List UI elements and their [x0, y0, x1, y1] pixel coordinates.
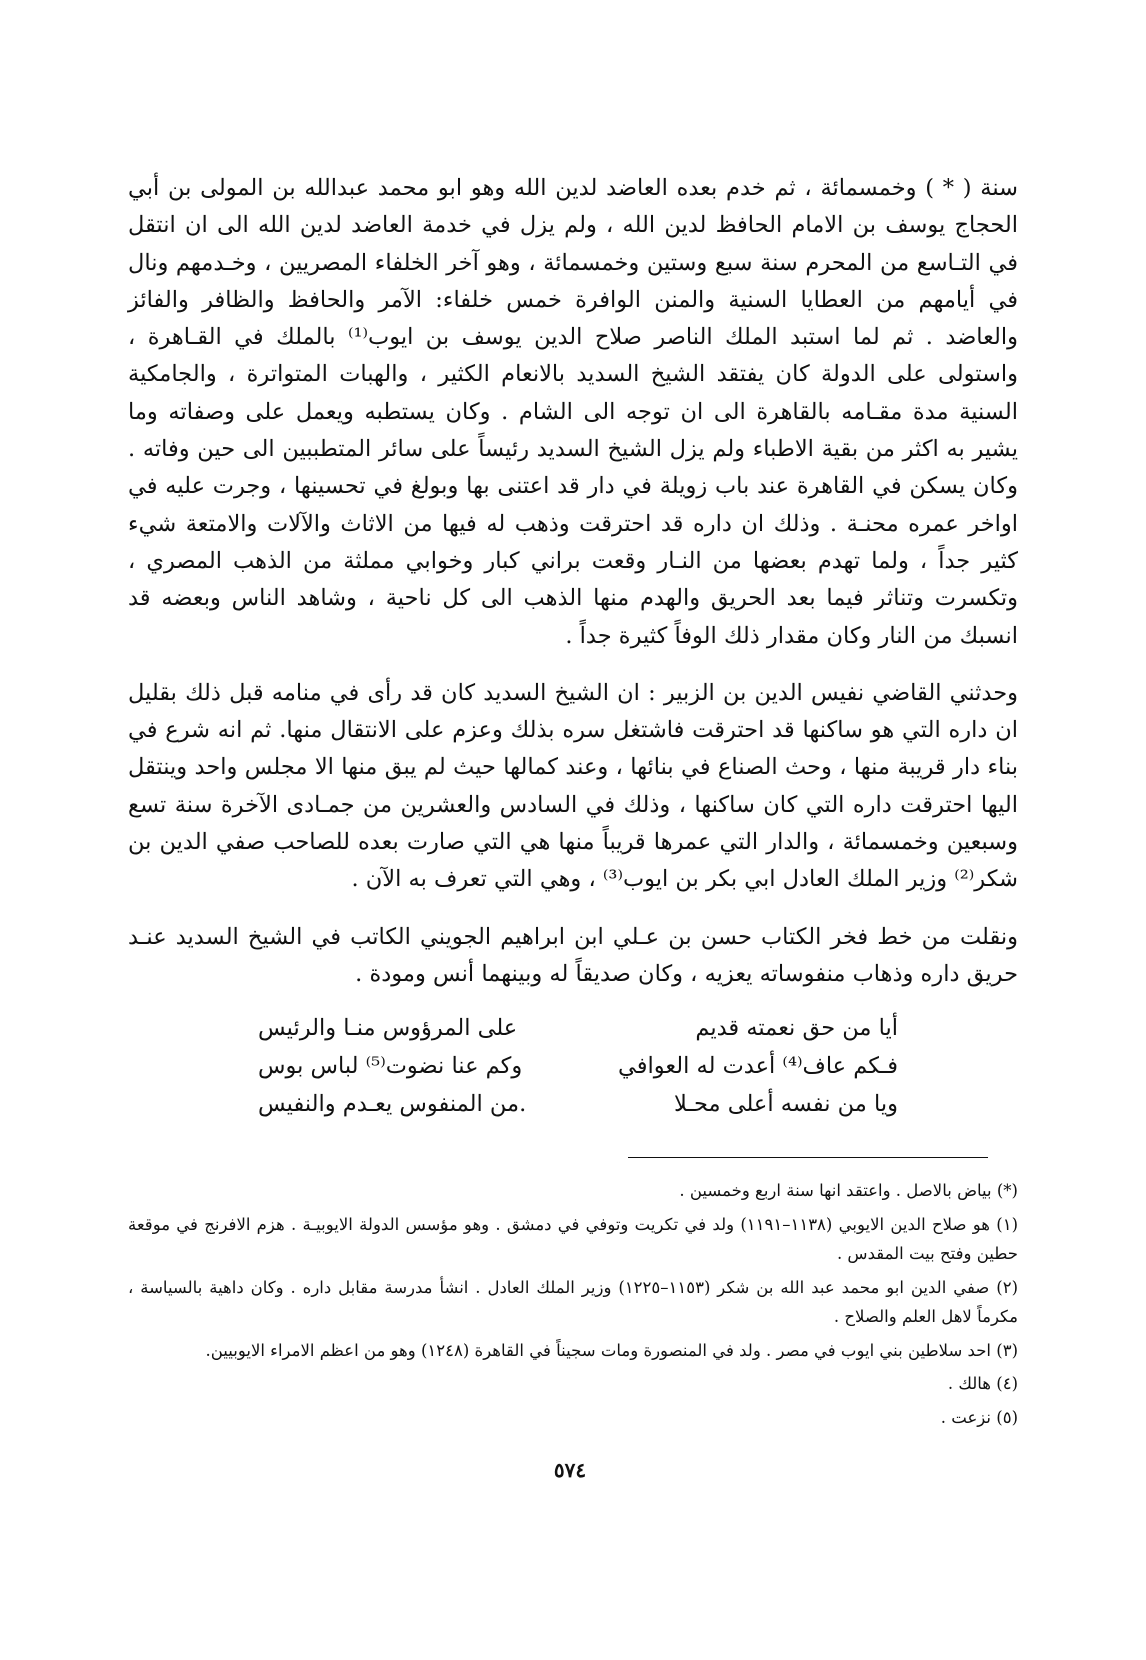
footnote: (١) هو صلاح الدين الايوبي (١١٣٨–١١٩١) ولد في تكريت وتوفي في دمشق . وهو مؤسس الدولة الايوبيـة . هزم الافرنج في موقعة حطين وفتح بيت المقدس .	[128, 1214, 1018, 1264]
poem-verse	[258, 1085, 898, 1123]
footnote: (٢) صفي الدين ابو محمد عبد الله بن شكر (١١٥٣–١٢٢٥) وزير الملك العادل . انشأ مدرسة مقابل داره . وكان داهية بالسياسة ، مكرماً لاهل العلم والصلاح .	[128, 1277, 1018, 1327]
verse-second-half: على المرؤوس منـا والرئيس	[258, 1015, 518, 1042]
footnotes	[128, 1176, 1018, 1432]
verse-first-half: ويا من نفسه أعلى محـلا	[673, 1091, 898, 1118]
paragraph-2: وحدثني القاضي نفيس الدين بن الزبير : ان الشيخ السديد كان قد رأى في منامه قبل ذلك بقليل ان داره التي هو ساكنها قد احترقت فاشتغل سره بذلك وعزم على الانتقال منها. ثم انه شرع في بناء دار قريبة منها ، وحث الصناع في بنائها ، وعند كمالها حيث لم يبق منها الا مجلس واحد وينتقل اليها احترقت داره التي كان ساكنها ، وذلك في السادس والعشرين من جمـادى الآخرة سنة تسع وسبعين وخمسمائة ، والدار التي عمرها قريباً منها هي التي صارت بعده للصاحب صفي الدين بن شكر⁽²⁾ وزير الملك العادل ابي بكر بن ايوب⁽³⁾ ، وهي التي تعرف به الآن .	[128, 679, 1018, 893]
verse-second-half: وكم عنا نضوت⁽⁵⁾ لباس بوس	[258, 1053, 523, 1080]
verse-second-half: .من المنفوس يعـدم والنفيس	[258, 1091, 527, 1118]
footnote-divider	[628, 1157, 988, 1158]
poem	[258, 1009, 898, 1123]
footnote: (٥) نزعت .	[940, 1407, 1018, 1427]
footnote: (٣) احد سلاطين بني ايوب في مصر . ولد في المنصورة ومات سجيناً في القاهرة (١٢٤٨) وهو من اعظم الامراء الايوبيين.	[205, 1340, 1018, 1360]
footnote: (*) بياض بالاصل . واعتقد انها سنة اربع وخمسين .	[679, 1181, 1018, 1201]
paragraph-3: ونقلت من خط فخر الكتاب حسن بن عـلي ابن ابراهيم الجويني الكاتب في الشيخ السديد عنـد حريق داره وذهاب منفوساته يعزيه ، وكان صديقاً له وبينهما أنس ومودة .	[128, 923, 1018, 987]
verse-first-half: أيا من حق نعمته قديم	[695, 1015, 898, 1042]
poem-verse	[258, 1047, 898, 1085]
page-number: ٥٧٤	[553, 1458, 587, 1482]
page-body	[128, 170, 1018, 1436]
verse-first-half: فـكم عاف⁽⁴⁾ أعدت له العوافي	[618, 1053, 898, 1080]
paragraph-1: سنة ( * ) وخمسمائة ، ثم خدم بعده العاضد لدين الله وهو ابو محمد عبدالله بن المولى بن أبي الحجاج يوسف بن الامام الحافظ لدين الله ، ولم يزل في خدمة العاضد لدين الله الى ان انتقل في التـاسع من المحرم سنة سبع وستين وخمسمائة ، وهو آخر الخلفاء المصريين ، وخـدمهم ونال في أيامهم من العطايا السنية والمنن الوافرة خمس خلفاء: الآمر والحافظ والظافر والفائز والعاضد . ثم لما استبد الملك الناصر صلاح الدين يوسف بن ايوب⁽¹⁾ بالملك في القـاهرة ، واستولى على الدولة كان يفتقد الشيخ السديد بالانعام الكثير ، والهبات المتواترة ، والجامكية السنية مدة مقـامه بالقاهرة الى ان توجه الى الشام . وكان يستطبه ويعمل على وصفاته وما يشير به اكثر من بقية الاطباء ولم يزل الشيخ السديد رئيساً على سائر المتطببين الى حين وفاته . وكان يسكن في القاهرة عند باب زويلة في دار قد اعتنى بها وبولغ في تحسينها ، وجرت عليه في اواخر عمره محنـة . وذلك ان داره قد احترقت وذهب له فيها من الاثاث والآلات والامتعة شيء كثير جداً ، ولما تهدم بعضها من النـار وقعت براني كبار وخوابي مملثة من الذهب المصري ، وتكسرت وتناثر فيما بعد الحريق والهدم منها الذهب الى كل ناحية ، وشاهد الناس وبعضه قد انسبك من النار وكان مقدار ذلك الوفاً كثيرة جداً .	[128, 175, 1018, 649]
footnote: (٤) هالك .	[947, 1374, 1018, 1394]
poem-verse	[258, 1009, 898, 1047]
